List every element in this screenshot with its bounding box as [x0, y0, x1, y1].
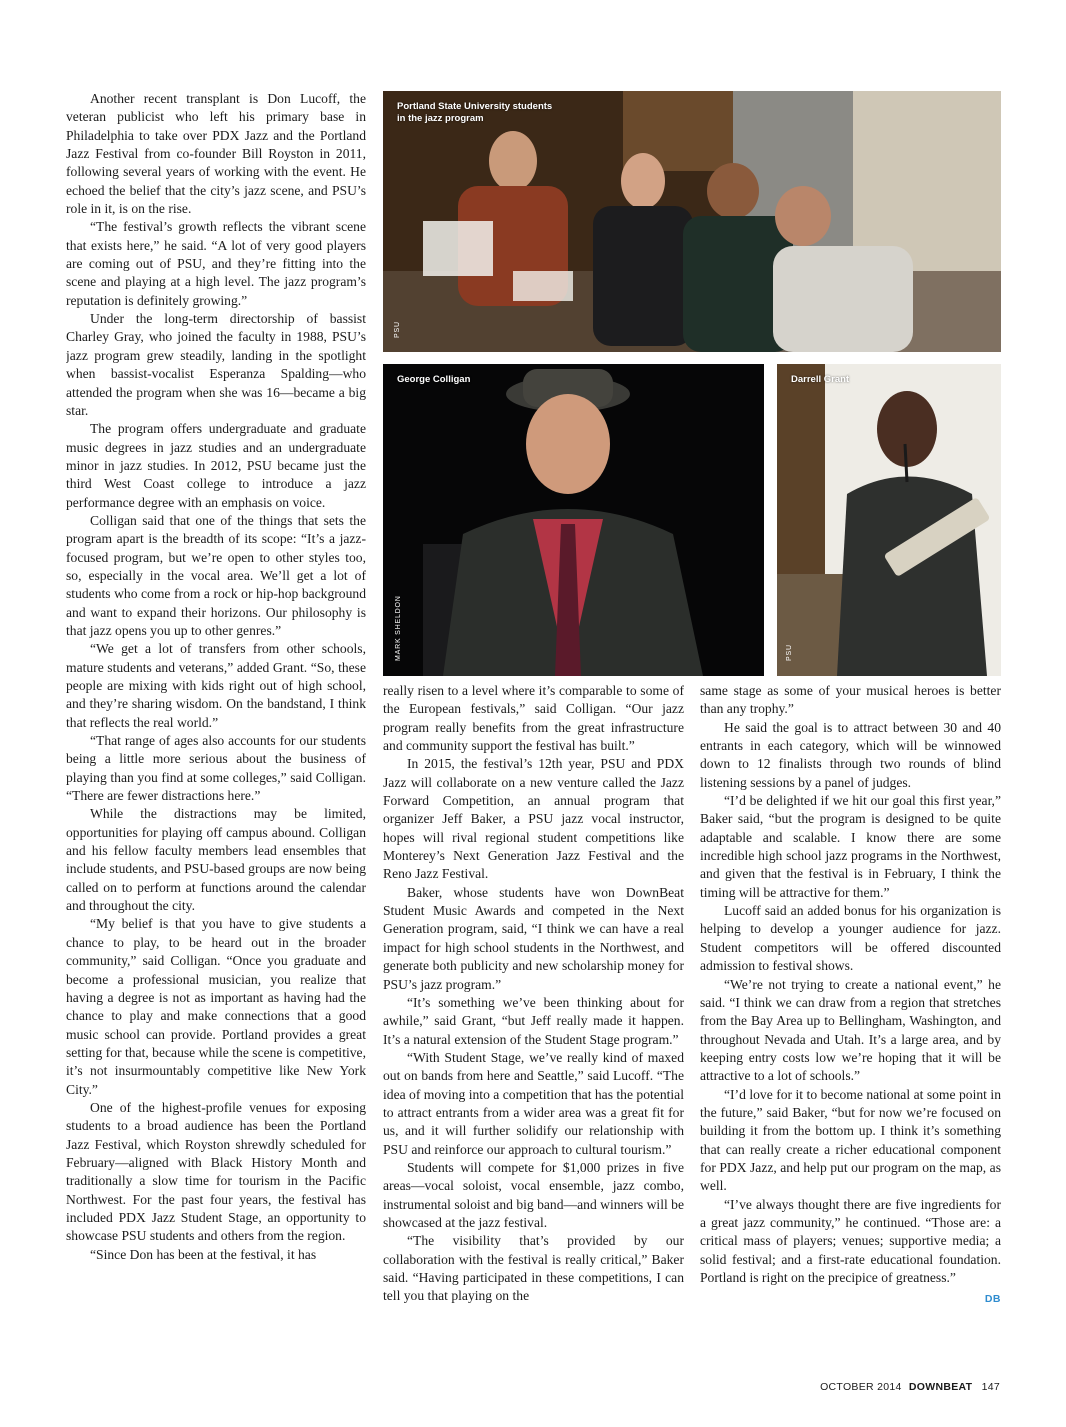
paragraph: “It’s something we’ve been thinking about for awhile,” said Grant, “but Jeff really made it happen. It’s a natural extension of the Student Stage program.” — [383, 994, 684, 1047]
paragraph: Colligan said that one of the things that sets the program apart is the breadth of its scope: “It’s a jazz-focused program, but we’re open to other styles too, so, especially in the vocal area. We’ll get a lot of students who come from a rock or hip-hop background and want to expand their horizons. Our philosophy is that jazz opens you up to other genres.” — [66, 512, 366, 638]
colligan-photo-credit: MARK SHELDON — [395, 595, 402, 661]
paragraph: In 2015, the festival’s 12th year, PSU and PDX Jazz will collaborate on a new venture called the Jazz Forward Competition, an annual program that organizer Jeff Baker, a PSU jazz vocal instructor, hopes will rival regional student competitions like Monterey’s Next Generation Jazz Festival and the Reno Jazz Festival. — [383, 756, 684, 882]
publication-name: DOWNBEAT — [908, 1381, 973, 1393]
students-photo-credit: PSU — [394, 321, 401, 338]
article-column-2 — [383, 682, 684, 1365]
article-column-3 — [700, 682, 1001, 1365]
paragraph: “We’re not trying to create a national event,” he said. “I think we can draw from a region that stretches from the Bay Area up to Bellingham, Washington, and throughout Nevada and Utah. It’s a large area, and by keeping entry costs low we’re hoping that it will be attractive to a lot of schools.” — [700, 976, 1001, 1084]
students-photo-caption: Portland State University students in the jazz program — [397, 101, 553, 124]
paragraph: “The festival’s growth reflects the vibrant scene that exists here,” he said. “A lot of very good players are coming out of PSU, and they’re fitting into the scene and playing at a high level. The jazz program’s reputation is definitely growing.” — [66, 219, 366, 308]
grant-photo-credit: PSU — [786, 644, 793, 661]
paragraph: Under the long-term directorship of bassist Charley Gray, who joined the faculty in 1988, PSU’s jazz program grew steadily, landing in the spotlight when bassist-vocalist Esperanza Spalding—who attended the program when she was 16—became a big star. — [66, 311, 366, 418]
paragraph: “I’d be delighted if we hit our goal this first year,” Baker said, “but the program is designed to be quite adaptable and scalable. I know there are some incredible high school jazz programs in the Northwest, and given that the festival is in February, I think the timing will be attractive for them.” — [700, 793, 1001, 900]
paragraph: The program offers undergraduate and graduate music degrees in jazz studies and an undergraduate minor in jazz studies. In 2012, PSU became just the third West Coast college to introduce a jazz performance degree with an emphasis on voice. — [66, 421, 366, 510]
paragraph: Another recent transplant is Don Lucoff, the veteran publicist who left his primary base in Philadelphia to take over PDX Jazz and the Portland Jazz Festival from co-founder Bill Royston in 2011, following several years of working with the event. He echoed the belief that the city’s jazz scene, and PSU’s role in it, is on the rise. — [66, 91, 366, 217]
paragraph: “With Student Stage, we’ve really kind of maxed out on bands from here and Seattle,” said Lucoff. “The idea of moving into a competition that has the potential to attract entrants from a wider area was a great fit for us, and it will further solidify our relationship with PSU and reinforce our approach to cultural tourism.” — [383, 1049, 684, 1157]
paragraph: “Since Don has been at the festival, it has — [90, 1246, 317, 1262]
students-photo-art — [383, 91, 1001, 352]
paragraph: “I’d love for it to become national at some point in the future,” said Baker, “but for now we’re focused on building it from the bottom up. I think it’s something that can really create a richer educational component for PDX Jazz, and help put our program on the map, as well. — [700, 1086, 1001, 1194]
page-footer — [820, 1381, 1000, 1393]
grant-photo-art — [777, 364, 1001, 676]
paragraph: He said the goal is to attract between 30 and 40 entrants in each category, which will be winnowed down to 12 finalists through two rounds of blind listening sessions by a panel of judges. — [700, 719, 1001, 790]
colligan-photo-art — [383, 364, 764, 676]
students-photo — [383, 91, 1001, 352]
colligan-photo — [383, 364, 764, 676]
paragraph: “I’ve always thought there are five ingredients for a great jazz community,” he continued. “Those are: a critical mass of players; venues; supportive media; a solid festival; and a first-rate educational foundation. Portland is right on the precipice of greatness.” — [700, 1196, 1001, 1285]
paragraph: really risen to a level where it’s comparable to some of the European festivals,” said Colligan. “Our jazz program really benefits from the great infrastructure and community support the festival has built.” — [383, 683, 684, 754]
paragraph: “My belief is that you have to give students a chance to play, to be heard out in the broader community,” said Colligan. “Once you graduate and become a professional musician, you realize that having a degree is not as important as having had the chance to play and make connections that a good music school can provide. Portland provides a great setting for that, because while the scene is competitive, it’s not insurmountably competitive like New York City.” — [66, 916, 366, 1097]
article-column-1 — [66, 90, 366, 1365]
paragraph: “We get a lot of transfers from other schools, mature students and veterans,” added Grant. “So, these people are mixing with kids right out of high school, and they’re sharing wisdom. On the bandstand, I think that reflects the real world.” — [66, 641, 366, 730]
paragraph: Lucoff said an added bonus for his organization is helping to develop a younger audience for jazz. Student competitors will be offered discounted admission to festival shows. — [700, 903, 1001, 974]
paragraph: Students will compete for $1,000 prizes in five areas—vocal soloist, vocal ensemble, jazz combo, instrumental soloist and big band—and winners will be showcased at the jazz festival. — [383, 1159, 684, 1230]
grant-photo — [777, 364, 1001, 676]
paragraph: One of the highest-profile venues for exposing students to a broad audience has been the Portland Jazz Festival, which Royston shrewdly scheduled for February—aligned with Black History Month and traditionally a slow time for tourism in the Pacific Northwest. For the past four years, the festival has included PDX Jazz Student Stage, an opportunity to showcase PSU students and others from the region. — [66, 1099, 366, 1244]
paragraph: “The visibility that’s provided by our collaboration with the festival is really critical,” Baker said. “Having participated in these competitions, I can tell you that playing on the — [383, 1233, 684, 1304]
paragraph: “That range of ages also accounts for our students being a little more serious about the business of playing than you find at some colleges,” said Colligan. “There are fewer distractions here.” — [66, 733, 366, 804]
paragraph: While the distractions may be limited, opportunities for playing off campus abound. Colligan and his fellow faculty members lead ensembles that include students, and PSU-based groups are now being called on to perform at functions around the calendar and throughout the city. — [66, 806, 366, 914]
issue-date: OCTOBER 2014 — [820, 1381, 902, 1393]
paragraph: same stage as some of your musical heroes is better than any trophy.” — [700, 683, 1001, 717]
end-mark: DB — [984, 1293, 1001, 1306]
paragraph: Baker, whose students have won DownBeat Student Music Awards and competed in the Next Generation program, said, “I think we can have a real impact for high school students in the Northwest, and generate both publicity and new scholarship money for PSU’s jazz program.” — [383, 884, 684, 992]
page-number: 147 — [981, 1381, 1000, 1393]
colligan-photo-caption: George Colligan — [397, 374, 471, 385]
grant-photo-caption: Darrell Grant — [791, 374, 850, 385]
